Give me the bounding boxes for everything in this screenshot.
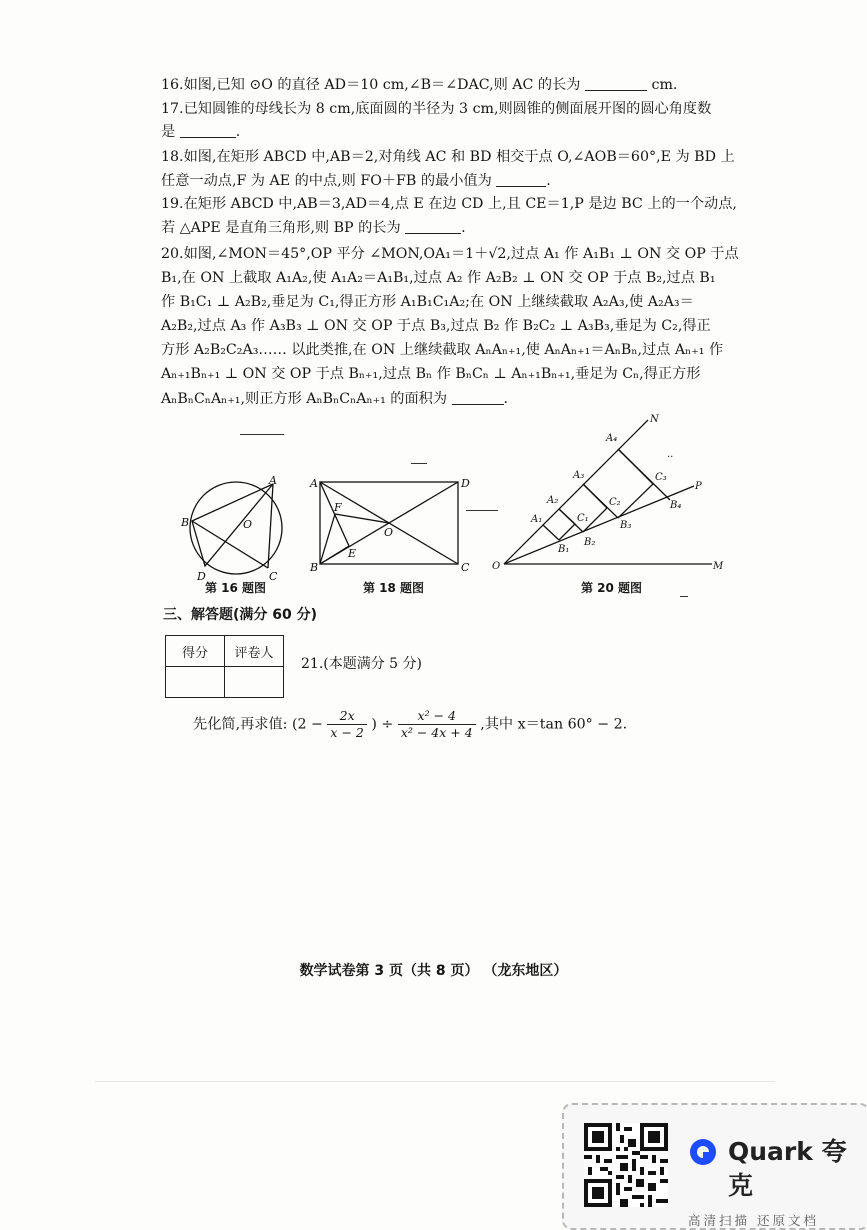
question-21-suffix: ,其中 x＝tan 60° − 2.	[480, 716, 628, 733]
quark-brand-name: Quark 夸克	[728, 1137, 847, 1200]
fig20-label-a1: A₁	[531, 514, 543, 525]
question-20-line-6: Aₙ₊₁Bₙ₊₁ ⊥ ON 交 OP 于点 Bₙ₊₁,过点 Bₙ 作 BₙCₙ ⊥ Aₙ₊₁Bₙ₊₁,垂足为 Cₙ,得正方形	[161, 366, 701, 382]
fig20-label-m: M	[713, 561, 724, 572]
fig20-label-b3: B₃	[620, 520, 632, 531]
question-20-line-2: B₁,在 ON 上截取 A₁A₂,使 A₁A₂＝A₁B₁,过点 A₂ 作 A₂B₂ ⊥ ON 交 OP 于点 B₂,过点 B₁	[161, 270, 716, 286]
quark-brand	[688, 1135, 858, 1229]
question-20-line-3: 作 B₁C₁ ⊥ A₂B₂,垂足为 C₁,得正方形 A₁B₁C₁A₂;在 ON 上继续截取 A₂A₃,使 A₂A₃＝	[161, 294, 694, 310]
question-18-line-2: 任意一动点,F 为 AE 的中点,则 FO＋FB 的最小值为 .	[161, 173, 551, 189]
fig20-label-c2: C₂	[609, 497, 621, 508]
fig20-label-a2: A₂	[547, 495, 559, 506]
fig18-label-c: C	[461, 561, 470, 574]
page-footer: 数学试卷第 3 页（共 8 页） （龙东地区）	[299, 963, 568, 979]
seg-a1b1	[543, 525, 559, 540]
question-17-text: 是	[161, 124, 176, 140]
scan-mark	[680, 596, 688, 597]
figure-18-caption: 第 18 题图	[363, 581, 425, 595]
question-20-line-1: 20.如图,∠MON＝45°,OP 平分 ∠MON,OA₁＝1＋√2,过点 A₁ 作 A₁B₁ ⊥ ON 交 OP 于点	[161, 246, 739, 262]
fraction-2-numerator: x² − 4	[398, 708, 476, 725]
fig20-label-c1: C₁	[577, 513, 589, 524]
fraction-1-numerator: 2x	[327, 708, 366, 725]
fig16-label-a: A	[269, 474, 277, 487]
score-cell	[166, 667, 225, 698]
question-18-line-1: 18.如图,在矩形 ABCD 中,AB＝2,对角线 AC 和 BD 相交于点 O,∠AOB＝60°,E 为 BD 上	[161, 149, 735, 165]
fraction-2-denominator: x² − 4x + 4	[400, 725, 473, 740]
quark-brand-subtitle: 高清扫描 还原文档	[688, 1213, 819, 1228]
section-3-title: 三、解答题(满分 60 分)	[163, 607, 318, 623]
fig20-label-n: N	[650, 414, 659, 425]
figure-16	[190, 482, 282, 574]
figure-18	[320, 482, 458, 564]
question-16-text: 16.如图,已知 ⊙O 的直径 AD＝10 cm,∠B＝∠DAC,则 AC 的长为	[161, 77, 581, 93]
question-19-line-1: 19.在矩形 ABCD 中,AB＝3,AD＝4,点 E 在边 CD 上,且 CE＝1,P 是边 BC 上的一个动点,	[161, 196, 737, 212]
square-3	[618, 449, 653, 518]
triangle-abd	[192, 484, 273, 566]
fig18-label-b: B	[310, 561, 319, 574]
score-header: 得分	[166, 636, 225, 667]
question-17-line-1: 17.已知圆锥的母线长为 8 cm,底面圆的半径为 3 cm,则圆锥的侧面展开图的圆心角度数	[161, 101, 712, 117]
question-20-line-4: A₂B₂,过点 A₃ 作 A₃B₃ ⊥ ON 交 OP 于点 B₃,过点 B₂ 作 B₂C₂ ⊥ A₃B₃,垂足为 C₂,得正	[161, 318, 711, 334]
fig18-label-e: E	[348, 547, 357, 560]
fig20-label-a4: A₄	[606, 433, 618, 444]
fig18-label-d: D	[461, 477, 470, 490]
fig16-label-b: B	[181, 516, 190, 529]
fig20-label-c3: C₃	[655, 472, 667, 483]
paren-close-divide: ) ÷	[371, 716, 394, 733]
question-20-text: AₙBₙCₙAₙ₊₁,则正方形 AₙBₙCₙAₙ₊₁ 的面积为	[161, 391, 448, 407]
question-21-header: 21.(本题满分 5 分)	[301, 656, 422, 672]
fig20-label-b2: B₂	[584, 537, 596, 548]
fig18-label-f: F	[334, 501, 342, 514]
question-21-prefix: 先化简,再求值:	[193, 716, 288, 733]
fraction-1	[327, 708, 366, 741]
fig20-label-a3: A₃	[573, 470, 585, 481]
paren-open: (2 −	[291, 716, 323, 733]
quark-watermark	[562, 1103, 867, 1230]
square-2	[583, 484, 607, 532]
figures-canvas	[0, 0, 867, 600]
fig16-label-o: O	[243, 518, 253, 531]
fig16-label-d: D	[197, 570, 206, 583]
figure-16-caption: 第 16 题图	[205, 581, 267, 595]
question-19-text: 若 △APE 是直角三角形,则 BP 的长为	[161, 220, 401, 236]
quark-logo-icon	[688, 1137, 718, 1167]
question-20-line-5: 方形 A₂B₂C₂A₃…… 以此类推,在 ON 上继续截取 AₙAₙ₊₁,使 AₙAₙ₊₁＝AₙBₙ,过点 Aₙ₊₁ 作	[161, 342, 724, 358]
fig18-label-a: A	[310, 477, 318, 490]
grader-header: 评卷人	[225, 636, 284, 667]
fig18-label-o: O	[384, 526, 394, 539]
question-16-unit: cm.	[651, 77, 678, 93]
fig20-label-p: P	[695, 481, 702, 492]
fraction-2	[398, 708, 476, 741]
fig20-label-b4: B₄	[670, 500, 682, 511]
fraction-1-denominator: x − 2	[330, 725, 364, 740]
figure-20-caption: 第 20 题图	[581, 581, 643, 595]
score-table	[165, 635, 284, 698]
question-21	[193, 708, 627, 741]
question-18-text: 任意一动点,F 为 AE 的中点,则 FO＋FB 的最小值为	[161, 173, 492, 189]
qr-code-icon	[584, 1123, 668, 1207]
fig20-label-b1: B₁	[558, 544, 570, 555]
ray-op	[504, 486, 694, 564]
fig16-label-c: C	[269, 570, 278, 583]
question-19-line-2: 若 △APE 是直角三角形,则 BP 的长为 .	[161, 220, 466, 236]
question-17-line-2: 是 .	[161, 124, 241, 140]
grader-cell	[225, 667, 284, 698]
question-20-line-7: AₙBₙCₙAₙ₊₁,则正方形 AₙBₙCₙAₙ₊₁ 的面积为 .	[161, 391, 509, 407]
fig20-label-dots: ..	[667, 449, 674, 460]
page-divider	[95, 1081, 775, 1082]
ray-on	[504, 420, 648, 564]
fig20-label-o: O	[492, 561, 501, 572]
